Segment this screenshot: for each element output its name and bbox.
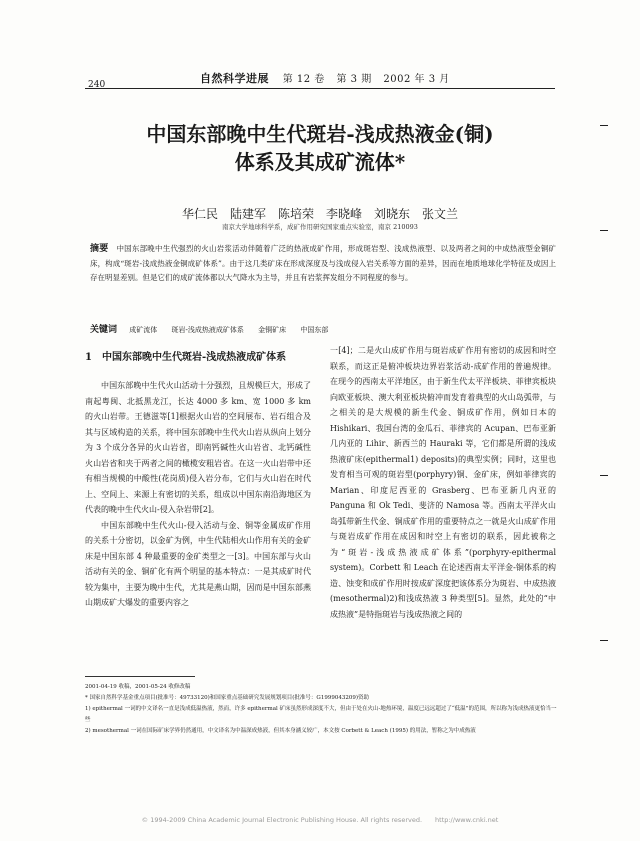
abstract-text: 中国东部晚中生代强烈的火山岩浆活动伴随着广泛的热液成矿作用，形成斑岩型、浅成热液型、以及两者之间的中成热液型金铜矿床，构成“斑岩-浅成热液金铜成矿体系”。由于这几类矿床在形成深度及与浅成侵入岩关系等方面的差异，因而在地质地球化学特征及成因上存在明显差别。但是它们的成矿流体都以大气降水为主导，并且有岩浆挥发组分不同程度的参与。	[90, 244, 556, 282]
keywords-label: 关键词	[90, 325, 118, 335]
keyword-item: 斑岩-浅成热液成矿体系	[171, 326, 244, 334]
footnote-2: 2) mesothermal 一词在国际矿床学界仍然通用，中文译名为中温深成热液，但其本身涵义较广，本文按 Corbett & Leach (1995) 的用法，暂称之为中成热液	[85, 728, 476, 734]
footnote-funding: * 国家自然科学基金重点项目(批准号：49733120)和国家重点基础研究发展规划项目(批准号：G1999043209)资助	[85, 695, 369, 701]
title-line-1: 中国东部晚中生代斑岩-浅成热液金(铜)	[146, 122, 494, 146]
copyright-notice: © 1994-2009 China Academic Journal Electronic Publishing House. All rights reserved. http://www.cnki.net	[141, 816, 499, 824]
abstract	[90, 242, 556, 286]
footnote-received: 2001-04-19 收稿，2001-05-24 收修改稿	[85, 684, 191, 690]
keyword-item: 成矿流体	[129, 326, 158, 334]
margin-mark	[600, 475, 608, 476]
page-number: 240	[88, 80, 106, 90]
footnotes	[85, 682, 557, 737]
margin-mark	[600, 125, 608, 126]
footnote-1: 1) epithermal 一词的中文译名一直是浅成低温热液，然而，许多 epithermal 矿床虽然形成深度不大，但由于处在火山-地热环境，温度已远远超过了“低温”的范围，所以称为浅成热液更恰当一些	[85, 706, 557, 723]
body-paragraph: 一[4]；二是火山成矿作用与斑岩成矿作用有密切的成因和时空联系，而这正是俯冲板块边界岩浆活动-成矿作用的普遍规律。在现今的西南太平洋地区，由于新生代太平洋板块、菲律宾板块向欧亚板块、澳大利亚板块俯冲而发育着典型的火山岛弧带，与之相关的是大规模的新生代金、铜成矿作用，例如日本的 Hishikari、我国台湾的金瓜石、菲律宾的 Acupan、巴布亚新几内亚的 Lihir、新西兰的 Hauraki 等，它们都是所谓的浅成热液矿床(epithermal1) deposits)的典型实例；同时，这里也发育相当可观的斑岩型(porphyry)铜、金矿床，例如菲律宾的 Marian、印度尼西亚的 Grasberg、巴布亚新几内亚的 Panguna 和 Ok Tedi、斐济的 Namosa 等。西南太平洋火山岛弧带新生代金、铜成矿作用的重要特点之一就是火山成矿作用与斑岩成矿作用在成因和时空上有密切的联系，因此被称之为“斑岩-浅成热液成矿体系”(porphyry-epithermal system)。Corbett 和 Leach 在论述西南太平洋金-铜体系的构造、蚀变和成矿作用时按成矿深度把该体系分为斑岩、中成热液(mesothermal)2)和浅成热液 3 种类型[5]。显然，此处的“中成热液”是特指斑岩与浅成热液之间的	[330, 346, 556, 619]
title-line-2: 体系及其成矿流体*	[234, 150, 406, 174]
affiliation: 南京大学地球科学系，成矿作用研究国家重点实验室，南京 210093	[222, 223, 418, 231]
paper-title	[85, 120, 555, 176]
keyword-item: 金铜矿床	[258, 326, 287, 334]
journal-volume: 第 12 卷	[282, 74, 325, 85]
author-list: 华仁民 陆建军 陈培荣 李晓峰 刘晓东 张文兰	[181, 207, 458, 221]
margin-mark	[600, 230, 608, 231]
journal-date: 2002 年 3 月	[383, 74, 450, 85]
body-paragraph: 中国东部晚中生代火山-侵入活动与金、铜等金属成矿作用的关系十分密切，以金矿为例，中生代陆相火山作用有关的金矿床是中国东部 4 种最重要的金矿类型之一[3]。中国东部与火山活动有关的金、铜矿化有两个明显的基本特点：一是其成矿时代较为集中，主要为晚中生代，尤其是燕山期，因而是中国东部燕山期成矿大爆发的重要内容之	[85, 520, 311, 607]
keyword-item: 中国东部	[300, 326, 329, 334]
abstract-label: 摘要	[90, 244, 109, 254]
header-rule	[85, 88, 555, 89]
running-header	[200, 70, 450, 86]
section-heading: 1 中国东部晚中生代斑岩-浅成热液成矿体系	[85, 352, 287, 363]
body-paragraph: 中国东部晚中生代火山活动十分强烈，且规模巨大，形成了南起粤闽、北抵黑龙江，长达 4000 多 km、宽 1000 多 km 的火山岩带。王德滋等[1]根据火山岩的空间展布、岩石组合及其与区域构造的关系，将中国东部晚中生代火山岩从纵向上划分为 3 个成分各异的火山岩省，即南钙碱性火山岩省、北钙碱性火山岩省和夹于两者之间的橄榄安粗岩省。在这一火山岩带中还有相当规模的中酸性(花岗质)侵入岩分布，它们与火山岩在时代上、空间上、来源上有密切的关系，组成以中国东南沿海地区为代表的晚中生代火山-侵入杂岩带[2]。	[85, 381, 311, 514]
keywords	[90, 322, 556, 335]
right-column	[330, 343, 556, 622]
footnote-rule	[85, 676, 195, 677]
left-column	[85, 350, 311, 611]
journal-issue: 第 3 期	[336, 74, 372, 85]
journal-name: 自然科学进展	[200, 72, 269, 85]
margin-mark	[600, 640, 608, 641]
